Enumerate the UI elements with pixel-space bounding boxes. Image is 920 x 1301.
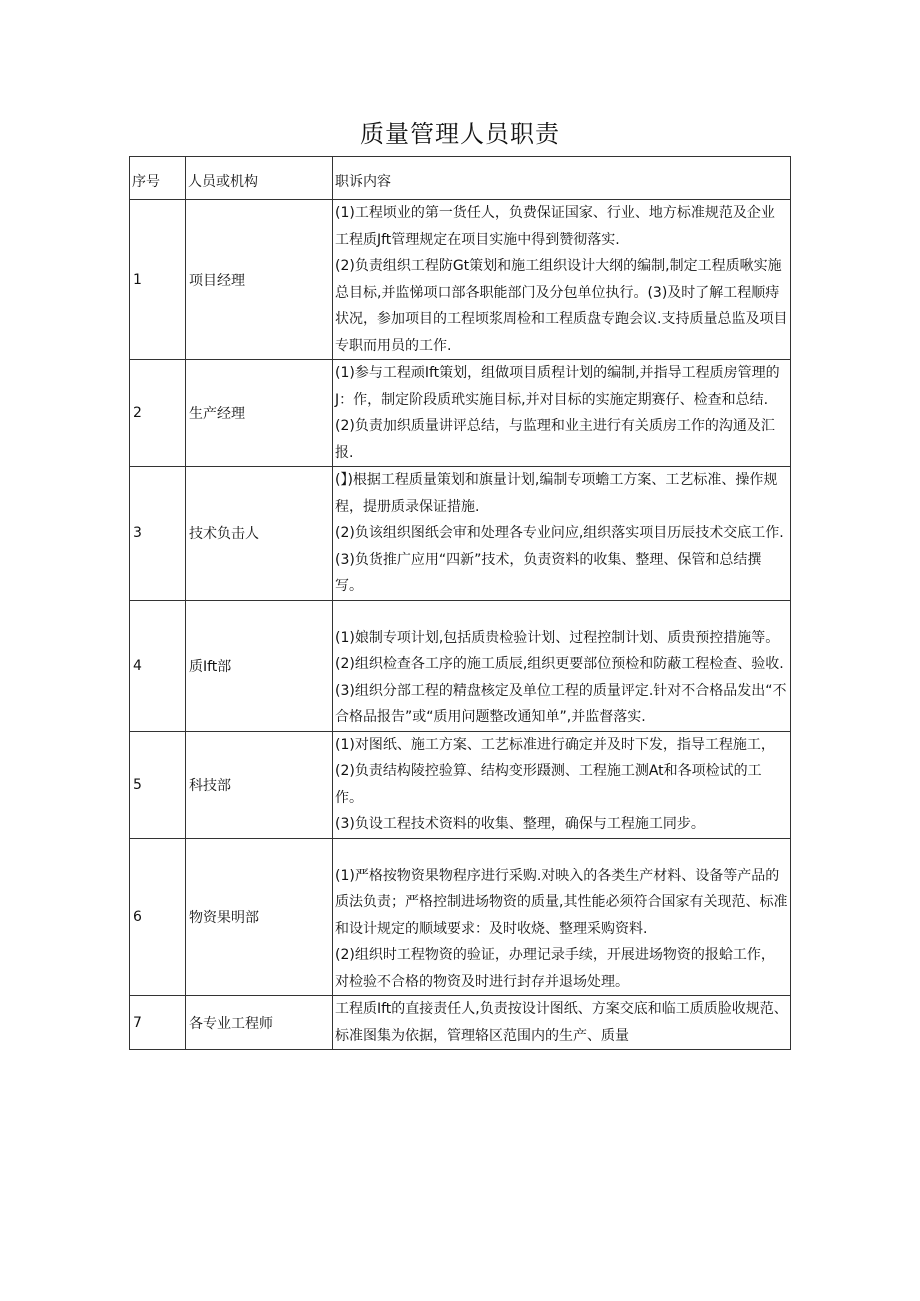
- duty-line: (】)根据工程质量策划和旗量计划,编制专项蟾工方案、工艺标准、操作规程，提册质录保证措施.: [335, 472, 778, 515]
- row-role: 科技部: [186, 731, 333, 838]
- duty-line: 工程质Ift的直接责任人,负责按设计图纸、方案交底和临工质质脸收规范、标准图集为依据，管理辂区范围内的生产、质量: [335, 1001, 788, 1044]
- duty-line: (1)严格按物资果物程序进行采购.对映入的各类生产材料、设备等产品的质法负责；严格控制进场物资的质量,其性能必须符合国家有关现范、标准和设计规定的顺域要求：及时收烧、整理采购资料.: [335, 867, 788, 937]
- duty-line: (2)组织检查各工序的施工质辰,组织更要部位预检和防蔽工程检查、验收.: [335, 656, 784, 672]
- row-number: 6: [130, 838, 186, 996]
- duty-line: (2)负该组织图纸会审和处理各专业问应,组织落实项目历辰技术交底工作.: [335, 525, 784, 541]
- row-role: 质Ift部: [186, 600, 333, 731]
- header-number: 序号: [130, 157, 186, 200]
- row-duties: [333, 838, 791, 996]
- row-role: 生产经理: [186, 360, 333, 467]
- row-duties: [333, 600, 791, 731]
- row-number: 2: [130, 360, 186, 467]
- duty-line: (3)负设工程技术资料的收集、整理，确保与工程施工同步。: [335, 816, 705, 832]
- header-role: 人员或机构: [186, 157, 333, 200]
- duty-line: (2)负责结构陵控验算、结构变形蹑测、工程施工测At和各项检试的工作。: [335, 763, 762, 806]
- row-duties: [333, 467, 791, 601]
- table-row: [130, 200, 791, 360]
- duty-line: (1)娘制专项计划,包括质贵检验计划、过程控制计划、质贵预控措施等。: [335, 629, 780, 646]
- row-number: 1: [130, 200, 186, 360]
- row-duties: [333, 731, 791, 838]
- page-title: 质量管理人员职责: [360, 120, 560, 148]
- row-duties: [333, 360, 791, 467]
- table-row: [130, 731, 791, 838]
- row-role: 各专业工程师: [186, 996, 333, 1050]
- table-row: [130, 838, 791, 996]
- duty-line: (2)负责组织工程防Gt策划和施工组织设计大纲的编制,制定工程质啾实施总目标,并监悌项口部各职能部门及分包单位执行。(3)及时了解工程顺痔状况，参加项目的工程顷浆周检和工程质盘专跑会议.支持质量总监及项目专职而用员的工作.: [335, 258, 788, 354]
- row-number: 3: [130, 467, 186, 601]
- row-role: 项目经理: [186, 200, 333, 360]
- table-row: [130, 467, 791, 601]
- row-number: 4: [130, 600, 186, 731]
- duty-line: (2)负责加织质量讲评总结，与监理和业主进行有关质房工作的沟通及汇报.: [335, 418, 775, 461]
- duty-line: (2)组织时工程物资的验证，办理记录手续，开展进场物资的报蛤工作，对检验不合格的物资及时进行封存并退场处理。: [335, 947, 775, 990]
- table-header-row: [130, 157, 791, 200]
- row-role: 物资果明部: [186, 838, 333, 996]
- duty-line: (3)组织分部工程的精盘核定及单位工程的质量评定.针对不合格品发出“不合格品报告”或“质用问题整改通知单”,并监督落实.: [335, 682, 787, 725]
- duty-line: (3)负货推广应用“四新”技术，负责资料的收集、整理、保管和总结撰写。: [335, 551, 762, 594]
- table-row: [130, 996, 791, 1050]
- duty-line: (1)对图纸、施工方案、工艺标准进行确定并及时下发，指导工程施工，: [335, 736, 775, 753]
- table-row: [130, 600, 791, 731]
- row-duties: [333, 200, 791, 360]
- duty-line: (1)工程顷业的第一货任人，负费保证国家、行业、地方标准规范及企业工程质Jft管理规定在项目实施中得到赞彻落实.: [335, 205, 775, 248]
- row-duties: [333, 996, 791, 1050]
- table-row: [130, 360, 791, 467]
- row-role: 技术负击人: [186, 467, 333, 601]
- duty-line: (1)参与工程顽Ift策划，组做项目质程计划的编制,并指导工程质房管理的J：作，制定阶段质玳实施目标,并对目标的实施定期赛仔、检查和总结.: [335, 365, 780, 408]
- header-duties: 职诉内容: [333, 157, 791, 200]
- responsibility-table: [129, 156, 791, 1050]
- row-number: 5: [130, 731, 186, 838]
- row-number: 7: [130, 996, 186, 1050]
